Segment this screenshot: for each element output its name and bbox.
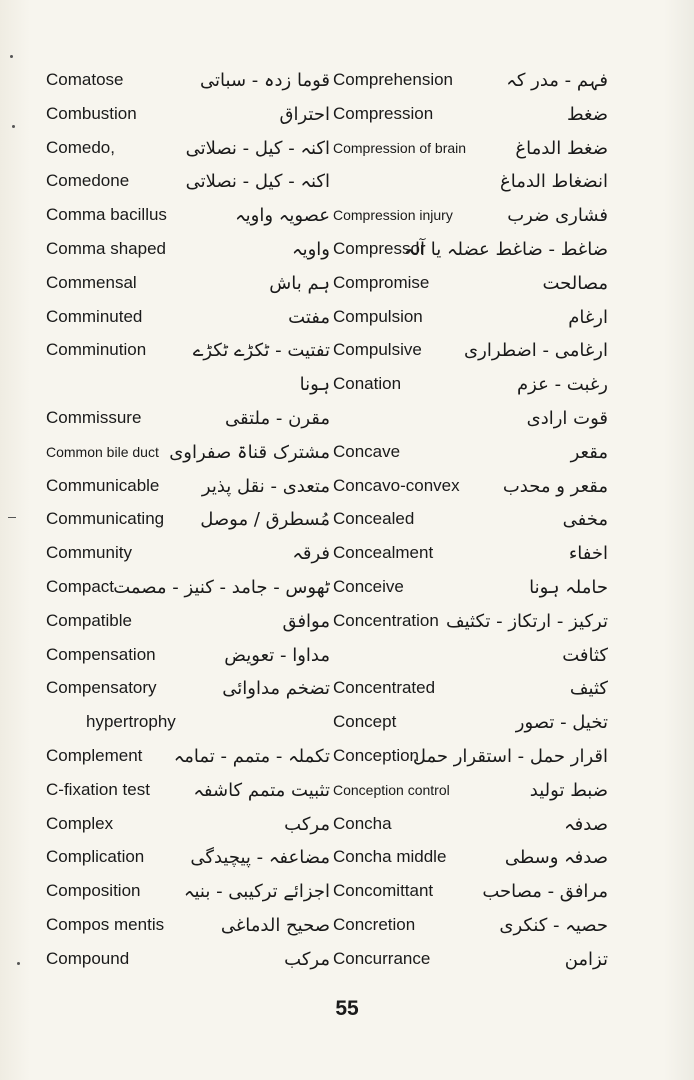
english-term-left: Comedone	[46, 171, 130, 191]
english-term-right: Concha	[333, 813, 392, 833]
urdu-term-left: ہونا	[299, 374, 330, 396]
english-term-right: Compulsion	[333, 306, 423, 326]
entry-row	[0, 470, 694, 504]
urdu-term-left: احتراق	[279, 103, 330, 125]
english-term-right: Compromise	[333, 272, 430, 292]
entry-row	[0, 132, 694, 166]
english-term-right: Compulsive	[333, 340, 422, 360]
urdu-term-left: ہم باش	[269, 272, 330, 294]
english-term-right: Conceive	[333, 576, 404, 596]
english-term-left: Community	[46, 543, 132, 563]
english-term-right: Concha middle	[333, 847, 447, 867]
entry-row	[0, 943, 694, 977]
english-term-left: Commissure	[46, 407, 142, 427]
entry-row	[0, 909, 694, 943]
english-term-right: Concealed	[333, 509, 415, 529]
urdu-term-left: اکنہ - کیل - نصلاتی	[185, 171, 330, 193]
urdu-term-right: رغبت - عزم	[517, 374, 608, 396]
entry-row	[0, 571, 694, 605]
english-term-left: Compact	[46, 576, 115, 596]
urdu-term-left: اجزائے ترکیبی - بنیہ	[183, 881, 330, 903]
urdu-term-right: ضبط تولید	[529, 779, 608, 801]
urdu-term-right: صدفہ	[564, 813, 608, 835]
english-term-right: Concomittant	[333, 881, 434, 901]
entry-row	[0, 706, 694, 740]
urdu-term-right: انضغاط الدماغ	[500, 171, 608, 193]
english-term-right: Compression injury	[333, 207, 453, 224]
english-term-right: Comprehension	[333, 70, 454, 89]
entry-row	[0, 267, 694, 301]
urdu-term-left: مشترک قناۃ صفراوی	[169, 441, 330, 463]
urdu-term-left: فرقہ	[292, 543, 330, 565]
english-term-left: Compensatory	[46, 678, 157, 698]
urdu-term-right: کثافت	[562, 644, 608, 666]
urdu-term-left: تثبیت متمم کاشفہ	[193, 779, 330, 801]
page-number: 55	[335, 997, 359, 1020]
entry-row	[0, 402, 694, 436]
urdu-term-right: مقعر	[570, 441, 608, 463]
urdu-term-left: متعدی - نقل پذیر	[201, 475, 330, 497]
entry-row	[0, 334, 694, 368]
urdu-term-right: ارغام	[568, 306, 608, 328]
urdu-term-left: مقرن - ملتقی	[225, 407, 330, 429]
urdu-term-right: ارغامی - اضطراری	[464, 340, 608, 362]
english-term-right: Concealment	[333, 543, 434, 563]
entry-row	[0, 537, 694, 571]
english-term-left: Complement	[46, 745, 143, 765]
english-term-left: Compound	[46, 948, 130, 968]
english-term-right: Concentration	[333, 610, 439, 630]
english-term-right: Concretion	[333, 914, 416, 934]
urdu-term-left: مرکب	[284, 813, 330, 835]
entry-row	[0, 199, 694, 233]
english-term-left: Comedo,	[46, 137, 115, 157]
entry-row	[0, 301, 694, 335]
english-term-left: Comminution	[46, 340, 147, 360]
urdu-term-right: مقعر و محدب	[502, 475, 608, 497]
urdu-term-right: کثیف	[569, 678, 608, 700]
entry-row	[0, 605, 694, 639]
english-term-left: Complication	[46, 847, 145, 867]
english-term-right: Compression	[333, 103, 434, 123]
urdu-term-left: صحیح الدماغی	[220, 914, 330, 936]
urdu-term-left: موافق	[282, 610, 330, 632]
urdu-term-right: صدفہ وسطی	[504, 847, 608, 869]
urdu-term-right: مرافق - مصاحب	[482, 881, 608, 903]
entry-row	[0, 875, 694, 909]
entry-row	[0, 436, 694, 470]
urdu-term-left: مُسطرق / موصل	[200, 509, 330, 531]
english-term-right: Compressor	[333, 238, 426, 258]
english-term-left: Communicable	[46, 475, 160, 495]
urdu-term-right: ضغط الدماغ	[515, 137, 608, 159]
entry-row	[0, 165, 694, 199]
entry-row	[0, 774, 694, 808]
urdu-term-right: ضاغط - ضاغط عضلہ یا آلہ	[403, 238, 608, 260]
urdu-term-left: مداوا - تعویض	[224, 644, 330, 666]
english-term-right: Compression of brain	[333, 139, 467, 156]
english-term-right: Conception	[333, 745, 420, 765]
english-term-right: Concept	[333, 712, 397, 732]
urdu-term-right: حاملہ ہونا	[529, 576, 608, 598]
english-term-right: Concentrated	[333, 678, 436, 698]
urdu-term-right: ضغط	[566, 103, 608, 125]
entry-row	[0, 841, 694, 875]
english-term-right: Concave	[333, 441, 401, 461]
english-term-left: Comatose	[46, 70, 124, 89]
english-term-left: Compatible	[46, 610, 132, 630]
english-term-left: Composition	[46, 881, 141, 901]
urdu-term-right: ترکیز - ارتکاز - تکثیف	[445, 610, 608, 632]
english-term-right: Conation	[333, 374, 402, 394]
entry-row	[0, 233, 694, 267]
urdu-term-left: تفتیت - ٹکڑے ٹکڑے	[192, 340, 330, 362]
urdu-term-right: حصیہ - کنکری	[499, 914, 608, 936]
english-term-left: Complex	[46, 813, 114, 833]
entry-row	[0, 64, 694, 98]
urdu-term-left: مضاعفہ - پیچیدگی	[190, 847, 330, 869]
entry-row	[0, 368, 694, 402]
urdu-term-right: تزامن	[564, 948, 608, 970]
urdu-term-right: فہم - مدر کہ	[506, 70, 608, 91]
english-term-left: Comma bacillus	[46, 205, 167, 225]
english-term-left: Common bile duct	[46, 443, 159, 460]
entry-row	[0, 740, 694, 774]
urdu-term-right: قوت ارادی	[526, 407, 608, 429]
urdu-term-left: مرکب	[284, 948, 330, 970]
entry-row	[0, 639, 694, 673]
urdu-term-left: اکنہ - کیل - نصلاتی	[185, 137, 330, 159]
urdu-term-right: اقرار حمل - استقرار حمل	[412, 745, 608, 767]
entry-row	[0, 98, 694, 132]
urdu-term-right: مصالحت	[542, 272, 608, 294]
english-term-left: Compos mentis	[46, 914, 165, 934]
english-term-right: Concurrance	[333, 948, 431, 968]
english-term-left: Compensation	[46, 644, 156, 664]
english-term-right: Conception control	[333, 781, 450, 798]
urdu-term-left: ٹھوس - جامد - کنیز - مصمت	[113, 576, 330, 598]
entry-row	[0, 808, 694, 842]
scan-speck	[10, 55, 13, 58]
english-term-left: Communicating	[46, 509, 165, 529]
english-term-left: Comma shaped	[46, 238, 167, 258]
urdu-term-right: تخیل - تصور	[515, 712, 608, 734]
urdu-term-left: واویہ	[292, 238, 330, 260]
urdu-term-right: اخفاء	[568, 543, 608, 565]
urdu-term-right: مخفی	[562, 509, 608, 531]
urdu-term-left: عصویہ واویہ	[235, 205, 330, 227]
urdu-term-right: فشاری ضرب	[507, 205, 608, 227]
english-term-left: hypertrophy	[86, 712, 176, 732]
english-term-left: Combustion	[46, 103, 137, 123]
entry-row	[0, 503, 694, 537]
english-term-left: C-fixation test	[46, 779, 150, 799]
urdu-term-left: تضخم مداوائی	[222, 678, 330, 700]
urdu-term-left: تکملہ - متمم - تمامہ	[173, 745, 330, 767]
entry-list	[0, 64, 694, 977]
urdu-term-left: مفتت	[288, 306, 330, 328]
urdu-term-left: قوما زدہ - سباتی	[200, 70, 330, 91]
english-term-right: Concavo-convex	[333, 475, 460, 495]
entry-row	[0, 672, 694, 706]
english-term-left: Commensal	[46, 272, 137, 292]
english-term-left: Comminuted	[46, 306, 143, 326]
